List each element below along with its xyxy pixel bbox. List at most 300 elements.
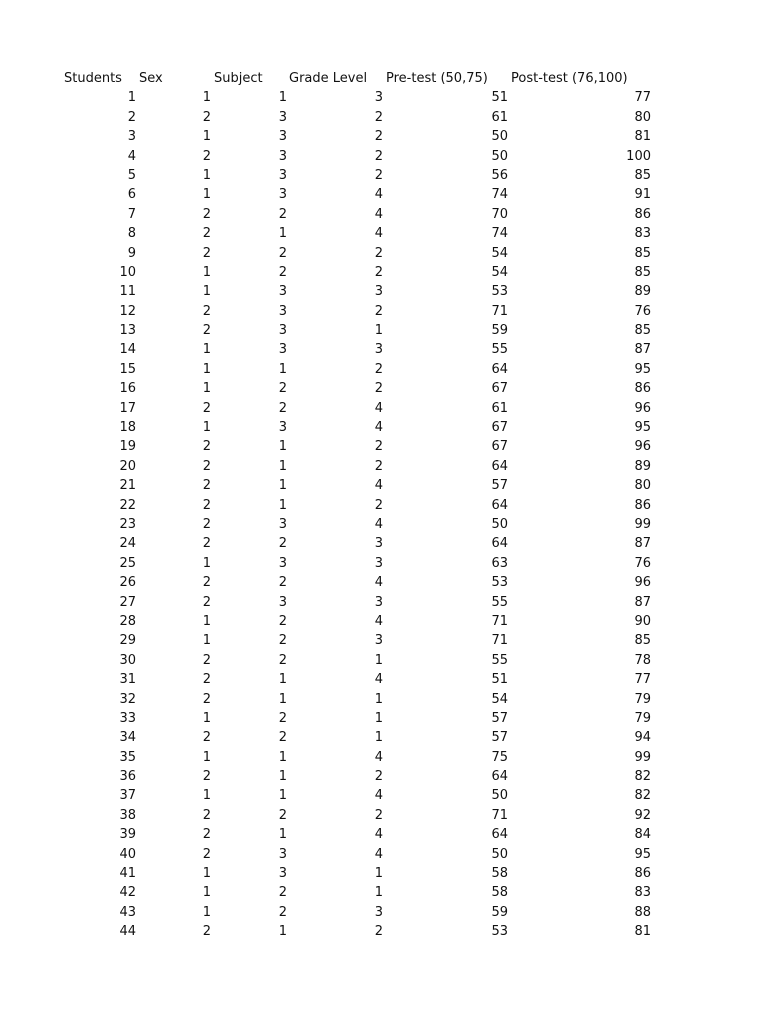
cell-students: 18 (119, 420, 136, 436)
table-row (0, 476, 768, 495)
cell-students: 26 (119, 575, 136, 591)
cell-subject: 1 (278, 226, 287, 242)
cell-subject: 3 (278, 187, 287, 203)
cell-pre-test: 57 (491, 478, 508, 494)
cell-post-test: 86 (634, 206, 651, 222)
cell-subject: 2 (278, 536, 287, 552)
cell-pre-test: 50 (491, 516, 508, 532)
table-row (0, 883, 768, 902)
cell-grade-level: 2 (374, 109, 383, 125)
cell-subject: 1 (278, 361, 287, 377)
cell-sex: 1 (202, 420, 211, 436)
cell-post-test: 89 (634, 284, 651, 300)
table-row (0, 437, 768, 456)
cell-sex: 2 (202, 575, 211, 591)
table-row (0, 767, 768, 786)
cell-students: 23 (119, 516, 136, 532)
table-row (0, 166, 768, 185)
cell-post-test: 96 (634, 439, 651, 455)
cell-sex: 2 (202, 691, 211, 707)
cell-subject: 2 (278, 633, 287, 649)
cell-sex: 1 (202, 613, 211, 629)
cell-students: 6 (127, 187, 136, 203)
cell-students: 14 (119, 342, 136, 358)
cell-students: 41 (119, 866, 136, 882)
table-row (0, 340, 768, 359)
cell-sex: 2 (202, 594, 211, 610)
cell-subject: 2 (278, 710, 287, 726)
cell-post-test: 84 (634, 827, 651, 843)
cell-sex: 1 (202, 904, 211, 920)
table-row (0, 903, 768, 922)
cell-sex: 1 (202, 90, 211, 106)
cell-pre-test: 55 (491, 342, 508, 358)
cell-students: 42 (119, 885, 136, 901)
cell-pre-test: 71 (491, 633, 508, 649)
cell-grade-level: 1 (374, 730, 383, 746)
cell-grade-level: 1 (374, 866, 383, 882)
table-row (0, 728, 768, 747)
cell-sex: 2 (202, 226, 211, 242)
table-row (0, 147, 768, 166)
table-row (0, 631, 768, 650)
cell-subject: 3 (278, 594, 287, 610)
cell-subject: 3 (278, 846, 287, 862)
table-row (0, 573, 768, 592)
cell-subject: 1 (278, 924, 287, 940)
cell-pre-test: 67 (491, 420, 508, 436)
cell-students: 12 (119, 303, 136, 319)
cell-sex: 2 (202, 245, 211, 261)
cell-grade-level: 3 (374, 284, 383, 300)
cell-sex: 2 (202, 924, 211, 940)
cell-grade-level: 2 (374, 458, 383, 474)
cell-pre-test: 53 (491, 575, 508, 591)
cell-grade-level: 2 (374, 245, 383, 261)
cell-subject: 2 (278, 381, 287, 397)
cell-pre-test: 71 (491, 807, 508, 823)
table-row (0, 418, 768, 437)
cell-pre-test: 50 (491, 148, 508, 164)
cell-grade-level: 4 (374, 788, 383, 804)
cell-students: 25 (119, 555, 136, 571)
cell-sex: 2 (202, 478, 211, 494)
cell-sex: 1 (202, 342, 211, 358)
table-row (0, 496, 768, 515)
cell-sex: 2 (202, 458, 211, 474)
cell-pre-test: 59 (491, 904, 508, 920)
cell-students: 33 (119, 710, 136, 726)
cell-sex: 2 (202, 516, 211, 532)
cell-grade-level: 2 (374, 769, 383, 785)
cell-post-test: 87 (634, 594, 651, 610)
cell-pre-test: 71 (491, 613, 508, 629)
cell-pre-test: 59 (491, 323, 508, 339)
cell-grade-level: 2 (374, 381, 383, 397)
table-row (0, 88, 768, 107)
cell-subject: 1 (278, 439, 287, 455)
table-row (0, 127, 768, 146)
cell-students: 11 (119, 284, 136, 300)
cell-pre-test: 58 (491, 866, 508, 882)
cell-pre-test: 74 (491, 226, 508, 242)
cell-subject: 3 (278, 109, 287, 125)
cell-subject: 2 (278, 613, 287, 629)
cell-sex: 1 (202, 167, 211, 183)
cell-subject: 2 (278, 730, 287, 746)
cell-students: 21 (119, 478, 136, 494)
cell-pre-test: 64 (491, 497, 508, 513)
cell-post-test: 95 (634, 846, 651, 862)
cell-pre-test: 57 (491, 730, 508, 746)
header-pre-test: Pre-test (50,75) (386, 71, 488, 86)
cell-students: 19 (119, 439, 136, 455)
table-row (0, 748, 768, 767)
cell-subject: 1 (278, 691, 287, 707)
cell-grade-level: 2 (374, 264, 383, 280)
cell-subject: 1 (278, 827, 287, 843)
cell-students: 36 (119, 769, 136, 785)
table-row (0, 806, 768, 825)
cell-grade-level: 4 (374, 400, 383, 416)
cell-post-test: 99 (634, 516, 651, 532)
cell-grade-level: 4 (374, 827, 383, 843)
cell-sex: 2 (202, 846, 211, 862)
cell-students: 38 (119, 807, 136, 823)
cell-post-test: 85 (634, 323, 651, 339)
cell-pre-test: 64 (491, 827, 508, 843)
table-row (0, 593, 768, 612)
cell-post-test: 100 (626, 148, 651, 164)
table-row (0, 825, 768, 844)
cell-grade-level: 4 (374, 226, 383, 242)
table-row (0, 302, 768, 321)
table-row (0, 379, 768, 398)
cell-pre-test: 51 (491, 90, 508, 106)
cell-grade-level: 2 (374, 924, 383, 940)
table-body (0, 88, 768, 941)
cell-subject: 2 (278, 807, 287, 823)
cell-students: 31 (119, 672, 136, 688)
cell-grade-level: 4 (374, 846, 383, 862)
cell-subject: 3 (278, 323, 287, 339)
cell-grade-level: 2 (374, 167, 383, 183)
cell-sex: 2 (202, 536, 211, 552)
cell-post-test: 96 (634, 575, 651, 591)
cell-sex: 2 (202, 730, 211, 746)
cell-sex: 1 (202, 284, 211, 300)
header-students: Students (64, 71, 122, 86)
cell-sex: 2 (202, 303, 211, 319)
cell-grade-level: 4 (374, 613, 383, 629)
cell-post-test: 95 (634, 420, 651, 436)
cell-grade-level: 4 (374, 420, 383, 436)
cell-students: 44 (119, 924, 136, 940)
cell-post-test: 86 (634, 497, 651, 513)
cell-students: 15 (119, 361, 136, 377)
cell-post-test: 80 (634, 478, 651, 494)
cell-sex: 2 (202, 807, 211, 823)
cell-students: 17 (119, 400, 136, 416)
cell-grade-level: 4 (374, 516, 383, 532)
cell-pre-test: 61 (491, 400, 508, 416)
cell-students: 20 (119, 458, 136, 474)
cell-grade-level: 2 (374, 129, 383, 145)
table-row (0, 709, 768, 728)
table-row (0, 205, 768, 224)
cell-post-test: 81 (634, 129, 651, 145)
cell-subject: 1 (278, 497, 287, 513)
cell-post-test: 87 (634, 342, 651, 358)
table-row (0, 282, 768, 301)
cell-sex: 1 (202, 885, 211, 901)
cell-post-test: 94 (634, 730, 651, 746)
header-post-test: Post-test (76,100) (511, 71, 628, 86)
cell-subject: 2 (278, 885, 287, 901)
cell-subject: 2 (278, 400, 287, 416)
cell-sex: 1 (202, 749, 211, 765)
cell-subject: 2 (278, 206, 287, 222)
table-row (0, 224, 768, 243)
cell-post-test: 83 (634, 885, 651, 901)
cell-students: 4 (127, 148, 136, 164)
cell-students: 5 (127, 167, 136, 183)
cell-post-test: 79 (634, 691, 651, 707)
cell-subject: 3 (278, 129, 287, 145)
cell-post-test: 95 (634, 361, 651, 377)
cell-students: 29 (119, 633, 136, 649)
cell-pre-test: 61 (491, 109, 508, 125)
cell-students: 10 (119, 264, 136, 280)
cell-post-test: 80 (634, 109, 651, 125)
table-row (0, 457, 768, 476)
cell-grade-level: 3 (374, 342, 383, 358)
cell-pre-test: 63 (491, 555, 508, 571)
cell-post-test: 86 (634, 866, 651, 882)
cell-subject: 3 (278, 284, 287, 300)
cell-students: 37 (119, 788, 136, 804)
cell-post-test: 87 (634, 536, 651, 552)
cell-sex: 2 (202, 769, 211, 785)
cell-students: 16 (119, 381, 136, 397)
cell-subject: 1 (278, 90, 287, 106)
cell-grade-level: 4 (374, 672, 383, 688)
cell-sex: 2 (202, 148, 211, 164)
table-row (0, 321, 768, 340)
cell-post-test: 85 (634, 245, 651, 261)
cell-subject: 1 (278, 749, 287, 765)
cell-pre-test: 70 (491, 206, 508, 222)
cell-sex: 2 (202, 652, 211, 668)
cell-post-test: 92 (634, 807, 651, 823)
cell-grade-level: 1 (374, 885, 383, 901)
cell-sex: 1 (202, 710, 211, 726)
cell-sex: 1 (202, 129, 211, 145)
cell-sex: 1 (202, 633, 211, 649)
cell-pre-test: 64 (491, 361, 508, 377)
table-row (0, 185, 768, 204)
cell-pre-test: 54 (491, 264, 508, 280)
cell-students: 27 (119, 594, 136, 610)
cell-post-test: 85 (634, 167, 651, 183)
cell-grade-level: 4 (374, 749, 383, 765)
table-row (0, 612, 768, 631)
cell-students: 40 (119, 846, 136, 862)
cell-grade-level: 3 (374, 90, 383, 106)
cell-pre-test: 64 (491, 458, 508, 474)
cell-students: 32 (119, 691, 136, 707)
cell-grade-level: 4 (374, 575, 383, 591)
cell-sex: 2 (202, 109, 211, 125)
cell-students: 8 (127, 226, 136, 242)
data-table (0, 69, 768, 942)
cell-pre-test: 51 (491, 672, 508, 688)
cell-pre-test: 58 (491, 885, 508, 901)
cell-pre-test: 57 (491, 710, 508, 726)
cell-post-test: 91 (634, 187, 651, 203)
cell-grade-level: 3 (374, 633, 383, 649)
cell-post-test: 83 (634, 226, 651, 242)
cell-sex: 2 (202, 400, 211, 416)
cell-subject: 3 (278, 342, 287, 358)
cell-students: 9 (127, 245, 136, 261)
cell-subject: 1 (278, 478, 287, 494)
cell-sex: 1 (202, 788, 211, 804)
cell-pre-test: 50 (491, 788, 508, 804)
cell-post-test: 76 (634, 303, 651, 319)
cell-post-test: 77 (634, 90, 651, 106)
cell-pre-test: 56 (491, 167, 508, 183)
cell-post-test: 90 (634, 613, 651, 629)
cell-sex: 2 (202, 323, 211, 339)
cell-pre-test: 55 (491, 652, 508, 668)
cell-students: 43 (119, 904, 136, 920)
cell-students: 3 (127, 129, 136, 145)
cell-pre-test: 75 (491, 749, 508, 765)
cell-post-test: 81 (634, 924, 651, 940)
table-row (0, 263, 768, 282)
cell-pre-test: 71 (491, 303, 508, 319)
cell-post-test: 85 (634, 633, 651, 649)
cell-subject: 1 (278, 788, 287, 804)
cell-post-test: 89 (634, 458, 651, 474)
cell-grade-level: 4 (374, 187, 383, 203)
table-row (0, 360, 768, 379)
cell-grade-level: 1 (374, 323, 383, 339)
header-grade-level: Grade Level (289, 71, 368, 86)
cell-subject: 2 (278, 652, 287, 668)
cell-sex: 1 (202, 866, 211, 882)
cell-pre-test: 55 (491, 594, 508, 610)
cell-pre-test: 53 (491, 924, 508, 940)
table-row (0, 651, 768, 670)
cell-post-test: 76 (634, 555, 651, 571)
cell-post-test: 78 (634, 652, 651, 668)
table-row (0, 554, 768, 573)
cell-grade-level: 3 (374, 904, 383, 920)
cell-pre-test: 54 (491, 691, 508, 707)
table-row (0, 399, 768, 418)
cell-subject: 3 (278, 303, 287, 319)
cell-pre-test: 50 (491, 129, 508, 145)
cell-subject: 2 (278, 904, 287, 920)
cell-pre-test: 53 (491, 284, 508, 300)
cell-subject: 3 (278, 555, 287, 571)
cell-grade-level: 1 (374, 652, 383, 668)
cell-students: 13 (119, 323, 136, 339)
cell-sex: 1 (202, 381, 211, 397)
cell-students: 2 (127, 109, 136, 125)
cell-subject: 2 (278, 245, 287, 261)
cell-pre-test: 64 (491, 536, 508, 552)
cell-pre-test: 67 (491, 439, 508, 455)
cell-grade-level: 3 (374, 594, 383, 610)
table-row (0, 108, 768, 127)
cell-pre-test: 67 (491, 381, 508, 397)
cell-grade-level: 2 (374, 361, 383, 377)
cell-grade-level: 2 (374, 148, 383, 164)
cell-sex: 1 (202, 187, 211, 203)
cell-students: 30 (119, 652, 136, 668)
cell-post-test: 96 (634, 400, 651, 416)
cell-sex: 1 (202, 361, 211, 377)
cell-subject: 2 (278, 264, 287, 280)
cell-pre-test: 50 (491, 846, 508, 862)
cell-students: 24 (119, 536, 136, 552)
cell-sex: 2 (202, 206, 211, 222)
header-sex: Sex (139, 71, 163, 86)
cell-subject: 1 (278, 769, 287, 785)
cell-grade-level: 2 (374, 807, 383, 823)
cell-students: 34 (119, 730, 136, 746)
cell-grade-level: 4 (374, 206, 383, 222)
cell-pre-test: 54 (491, 245, 508, 261)
table-row (0, 845, 768, 864)
cell-pre-test: 64 (491, 769, 508, 785)
cell-subject: 2 (278, 575, 287, 591)
cell-post-test: 85 (634, 264, 651, 280)
cell-grade-level: 3 (374, 536, 383, 552)
cell-post-test: 82 (634, 769, 651, 785)
header-subject: Subject (214, 71, 263, 86)
cell-grade-level: 2 (374, 497, 383, 513)
cell-subject: 3 (278, 420, 287, 436)
cell-sex: 2 (202, 672, 211, 688)
cell-post-test: 82 (634, 788, 651, 804)
header-row (0, 69, 768, 88)
table-row (0, 670, 768, 689)
cell-subject: 3 (278, 866, 287, 882)
cell-students: 28 (119, 613, 136, 629)
cell-subject: 1 (278, 672, 287, 688)
table-row (0, 786, 768, 805)
cell-sex: 1 (202, 555, 211, 571)
cell-grade-level: 2 (374, 303, 383, 319)
cell-sex: 2 (202, 439, 211, 455)
cell-grade-level: 2 (374, 439, 383, 455)
cell-post-test: 86 (634, 381, 651, 397)
table-row (0, 864, 768, 883)
cell-sex: 1 (202, 264, 211, 280)
cell-students: 39 (119, 827, 136, 843)
cell-grade-level: 1 (374, 691, 383, 707)
cell-subject: 3 (278, 167, 287, 183)
cell-subject: 1 (278, 458, 287, 474)
cell-post-test: 88 (634, 904, 651, 920)
cell-students: 7 (127, 206, 136, 222)
cell-sex: 2 (202, 497, 211, 513)
cell-subject: 3 (278, 516, 287, 532)
